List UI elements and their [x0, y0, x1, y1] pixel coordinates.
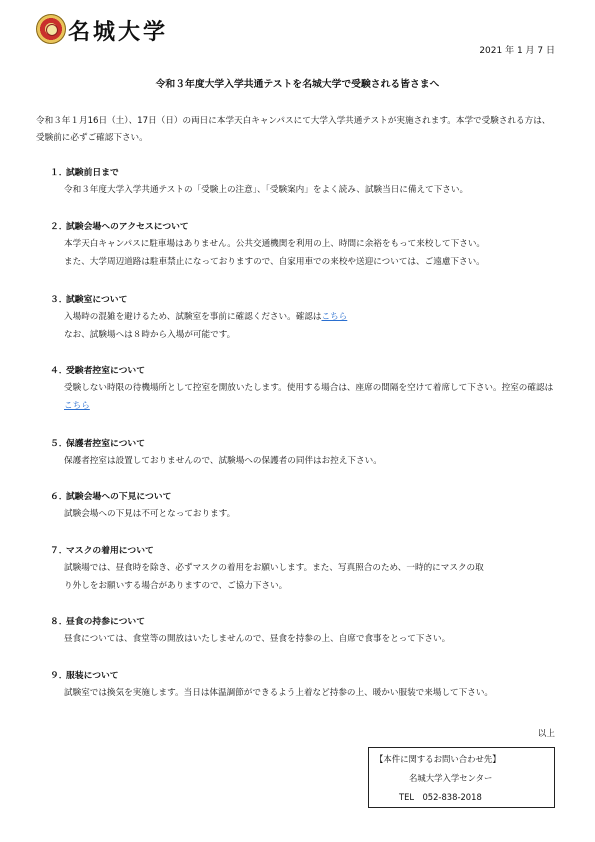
- intro-paragraph: 令和３年１月16日（土）、17日（日）の両日に本学天白キャンパスにて大学入学共通テストが実施されます。本学で受験される方は、受験前に必ずご確認下さい。: [36, 116, 551, 143]
- section-heading: ４．受験者控室について: [50, 366, 145, 376]
- section-body: 試験場では、昼食時を除き、必ずマスクの着用をお願いします。また、写真照合のため、一時的にマスクの取 り外しをお願いする場合がありますので、ご協力下さい。: [64, 563, 484, 591]
- contact-office: 名城大学入学センター: [409, 773, 493, 783]
- section-4: [50, 363, 555, 415]
- section-heading: ２．試験会場へのアクセスについて: [50, 222, 189, 232]
- contact-heading: 【本件に関するお問い合わせ先】: [375, 754, 501, 764]
- exam-room-link[interactable]: こちら: [321, 312, 348, 322]
- section-heading: ３．試験室について: [50, 295, 128, 305]
- section-5: [50, 436, 555, 470]
- section-7: [50, 543, 555, 595]
- section-heading: ９．服装について: [50, 671, 119, 681]
- closing-mark: 以上: [537, 729, 555, 739]
- document-title: 令和３年度大学入学共通テストを名城大学で受験される皆さまへ: [155, 79, 440, 90]
- section-3: [50, 292, 555, 344]
- section-heading: ５．保護者控室について: [50, 439, 145, 449]
- section-body: 試験会場への下見は不可となっております。: [64, 509, 236, 519]
- section-9: [50, 668, 555, 702]
- document-date: 2021 年 1 月 7 日: [479, 46, 555, 56]
- section-6: [50, 489, 555, 523]
- section-body: 保護者控室は設置しておりませんので、試験場への保護者の同伴はお控え下さい。: [64, 456, 382, 466]
- section-1: [50, 165, 555, 199]
- contact-phone: TEL 052-838-2018: [399, 792, 482, 802]
- section-heading: ６．試験会場への下見について: [50, 492, 172, 502]
- section-heading: ７．マスクの着用について: [50, 546, 154, 556]
- waiting-room-link[interactable]: こちら: [64, 401, 90, 411]
- section-2: [50, 219, 555, 271]
- section-8: [50, 614, 555, 648]
- section-heading: ８．昼食の持参について: [50, 617, 145, 627]
- section-body: 試験室では換気を実施します。当日は体温調節ができるよう上着など持参の上、暖かい服装で来場して下さい。: [64, 688, 494, 698]
- university-logo: [36, 14, 186, 46]
- section-body: 入場時の混雑を避けるため、試験室を事前に確認ください。確認はこちら なお、試験場へは８時から入場が可能です。: [64, 312, 348, 340]
- section-heading: １．試験前日まで: [50, 168, 119, 178]
- section-body: 受験しない時限の待機場所として控室を開放いたします。使用する場合は、座席の間隔を空けて着席して下さい。控室の確認はこちら: [64, 383, 554, 411]
- section-body: 令和３年度大学入学共通テストの「受験上の注意」、「受験案内」をよく読み、試験当日に備えて下さい。: [64, 185, 469, 195]
- section-body: 昼食については、食堂等の開放はいたしませんので、昼食を持参の上、自席で食事をとって下さい。: [64, 634, 451, 644]
- university-name: 名城大学: [68, 19, 169, 45]
- contact-box: [368, 747, 555, 808]
- university-seal-icon: [36, 14, 66, 44]
- section-body: 本学天白キャンパスに駐車場はありません。公共交通機関を利用の上、時間に余裕をもって来校して下さい。 また、大学周辺道路は駐車禁止になっておりますので、自家用車での来校や送迎については、ご遠慮下さい。: [64, 239, 486, 267]
